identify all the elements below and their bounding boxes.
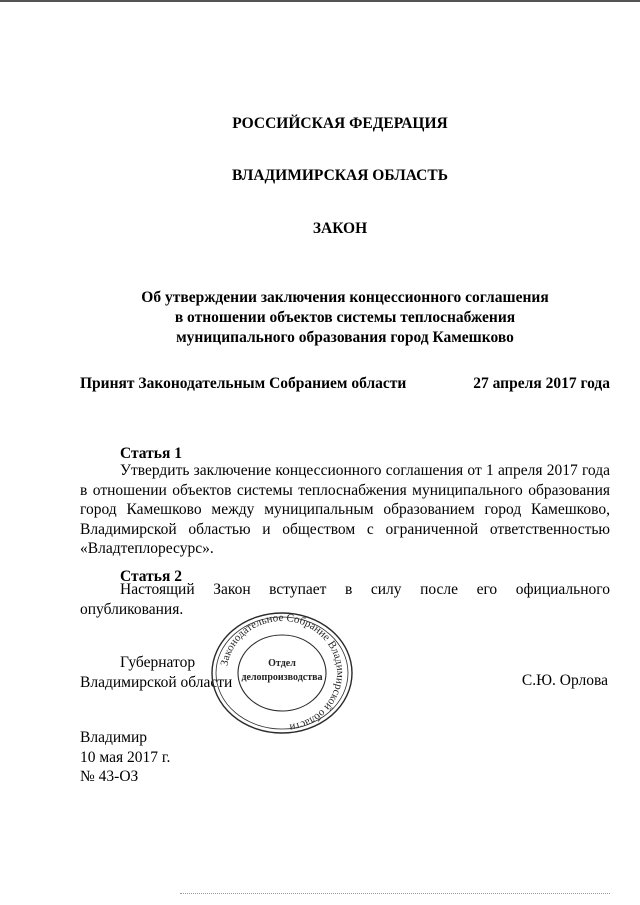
law-subject <box>120 288 570 348</box>
stamp-center-line-1: Отдел <box>268 658 296 669</box>
subject-line: Об утверждении заключения концессионного соглашения <box>141 289 549 306</box>
article-2-title: Статья 2 <box>120 568 182 585</box>
stamp-ring-text: Законодательное Собрание Владимирской области <box>218 611 347 734</box>
adoption-line <box>80 375 610 393</box>
position-region: Владимирской области <box>80 673 233 691</box>
adopted-date: 27 апреля 2017 года <box>473 375 610 392</box>
document-footer <box>80 728 170 787</box>
region-heading: ВЛАДИМИРСКАЯ ОБЛАСТЬ <box>232 167 448 184</box>
subject-line: в отношении объектов системы теплоснабжения <box>174 309 516 326</box>
article-2-text: Настоящий Закон вступает в силу после его официального опубликования. <box>80 581 610 618</box>
country-heading: РОССИЙСКАЯ ФЕДЕРАЦИЯ <box>232 115 448 132</box>
position-title: Губернатор <box>120 654 196 671</box>
official-stamp <box>207 611 357 736</box>
signing-date: 10 мая 2017 г. <box>80 748 171 766</box>
document-type-heading: ЗАКОН <box>312 220 368 237</box>
article-1-text: Утвердить заключение концессионного соглашения от 1 апреля 2017 года в отношении объектов системы теплоснабжения муниципального образования город Камешково между муниципальным образованием город Камешково, Владимирской областью и обществом с ограниченной ответственностью «Владтеплоресурс». <box>80 462 610 557</box>
stamp-seal-icon <box>207 611 357 736</box>
signatory-name: С.Ю. Орлова <box>521 672 608 689</box>
signing-city: Владимир <box>80 729 147 746</box>
adopted-by: Принят Законодательным Собранием области <box>80 375 407 392</box>
stamp-center-line-2: делопроизводства <box>241 672 323 683</box>
article-1-title: Статья 1 <box>120 445 182 462</box>
top-scan-edge <box>0 0 640 2</box>
bottom-scan-edge <box>180 893 610 894</box>
subject-line: муниципального образования город Камешково <box>176 329 514 346</box>
law-number: № 43-ОЗ <box>80 768 139 785</box>
